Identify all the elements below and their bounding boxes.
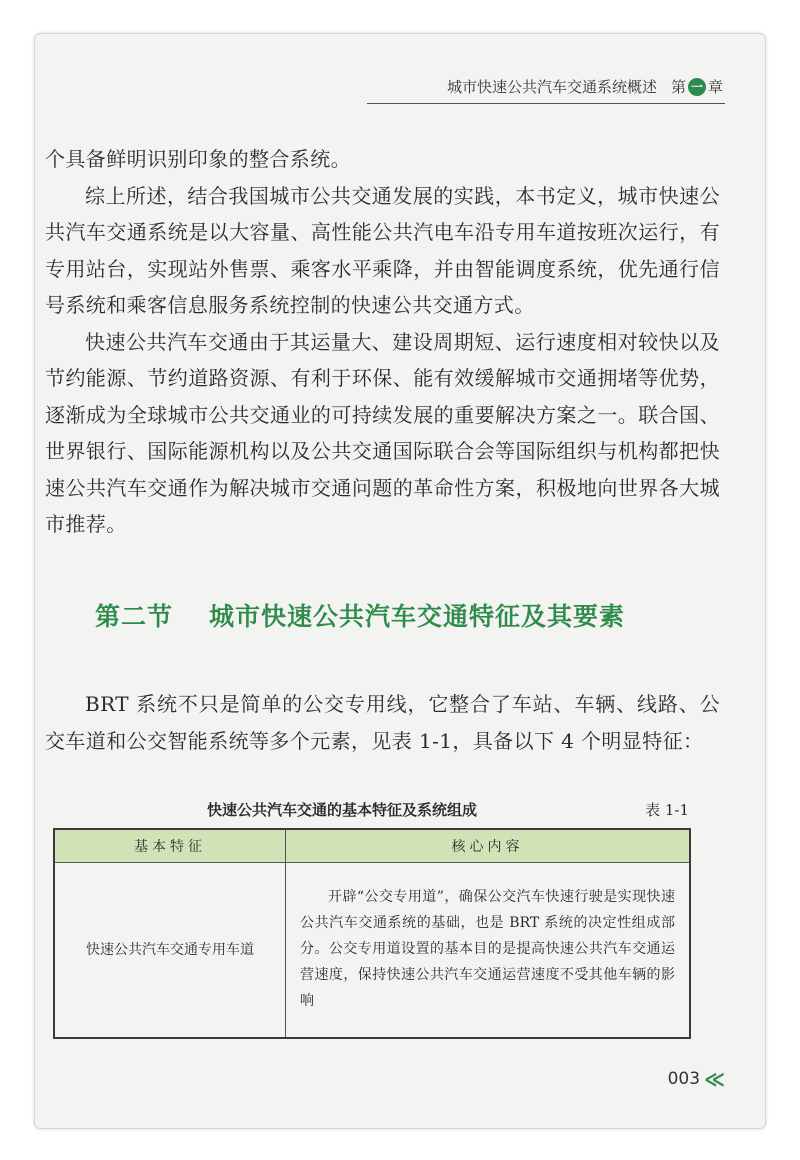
page-number: 003 xyxy=(667,1069,701,1089)
paragraph-advantages: 快速公共汽车交通由于其运量大、建设周期短、运行速度相对较快以及节约能源、节约道路资源、有利于环保、能有效缓解城市交通拥堵等优势，逐渐成为全球城市公共交通业的可持续发展的重要解决方案之一。联合国、世界银行、国际能源机构以及公共交通国际联合会等国际组织与机构都把快速公共汽车交通作为解决城市交通问题的革命性方案，积极地向世界各大城市推荐。 xyxy=(45,329,720,536)
table-caption xyxy=(49,799,709,820)
table-row xyxy=(54,863,690,1039)
table-caption-title: 快速公共汽车交通的基本特征及系统组成 xyxy=(207,801,478,819)
cell-content: 开辟“公交专用道”，确保公交汽车快速行驶是实现快速公共汽车交通系统的基础，也是 BRT 系统的决定性组成部分。公交专用道设置的基本目的是提高快速公共汽车交通运营速度，保持快速公共汽车交通运营速度不受其他车辆的影响 xyxy=(300,889,675,1009)
section-title: 城市快速公共汽车交通特征及其要素 xyxy=(209,602,626,631)
page-footer xyxy=(668,1067,719,1091)
cell-feature: 快速公共汽车交通专用车道 xyxy=(54,863,286,1039)
book-page xyxy=(34,33,766,1129)
paragraph-continuation: 个具备鲜明识别印象的整合系统。 xyxy=(45,147,351,171)
paragraph-definition: 综上所述，结合我国城市公共交通发展的实践，本书定义，城市快速公共汽车交通系统是以大容量、高性能公共汽电车沿专用车道按班次运行，有专用站台，实现站外售票、乘客水平乘降，并由智能调度系统，优先通行信号系统和乘客信息服务系统控制的快速公共交通方式。 xyxy=(45,183,720,317)
chapter-number-badge: 一 xyxy=(688,78,706,96)
table-number: 表 1-1 xyxy=(645,801,689,819)
body-text-section xyxy=(45,686,720,759)
running-header-title: 城市快速公共汽车交通系统概述 xyxy=(446,78,657,96)
chapter-prefix: 第 xyxy=(670,78,686,96)
paragraph-brt-intro: BRT 系统不只是简单的公交专用线，它整合了车站、车辆、线路、公交车道和公交智能系统等多个元素，见表 1-1，具备以下 4 个明显特征： xyxy=(45,692,720,753)
header-content: 核心内容 xyxy=(286,829,691,863)
running-header xyxy=(447,76,723,97)
chapter-suffix: 章 xyxy=(707,78,723,96)
chapter-label xyxy=(671,76,723,97)
body-text-top xyxy=(45,141,720,543)
features-table xyxy=(53,828,691,1039)
double-chevron-left-icon: ≪ xyxy=(704,1067,719,1091)
section-heading xyxy=(95,597,625,633)
header-feature: 基本特征 xyxy=(54,829,286,863)
section-number: 第二节 xyxy=(95,602,174,631)
header-rule xyxy=(367,103,725,104)
table-header-row xyxy=(54,829,690,863)
